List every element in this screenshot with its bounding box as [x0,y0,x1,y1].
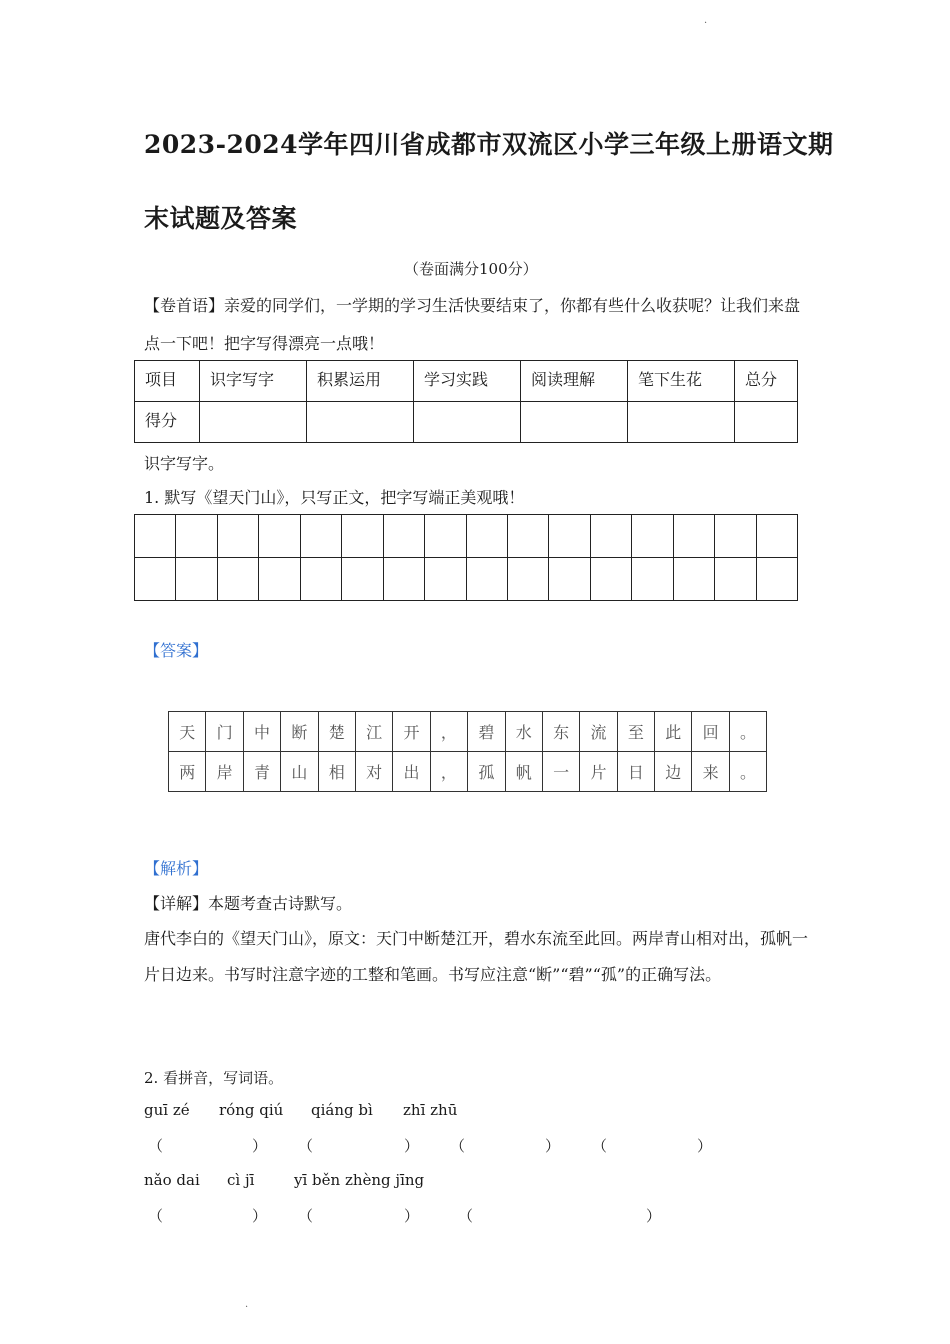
writing-cell[interactable] [632,515,673,558]
writing-cell[interactable] [425,558,466,601]
score-input-cell[interactable] [414,402,521,443]
answer-label: 【答案】 [144,641,209,660]
answer-blank-open: （ [592,1137,608,1155]
writing-cell[interactable] [507,515,548,558]
answer-row [169,752,767,792]
answer-blank-open: （ [148,1137,164,1155]
explanation-line1: 唐代李白的《望天门山》，原文：天门中断楚江开，碧水东流至此回。两岸青山相对出，孤帆一 [144,929,809,948]
writing-cell[interactable] [259,558,300,601]
writing-cell[interactable] [176,558,217,601]
score-header-cell: 项目 [135,361,200,402]
answer-char-cell: 出 [393,752,430,792]
answer-char-cell: 日 [617,752,654,792]
writing-cell[interactable] [549,515,590,558]
answer-char-cell: 天 [169,712,206,752]
writing-cell[interactable] [715,558,756,601]
writing-cell[interactable] [176,515,217,558]
score-header-cell: 阅读理解 [521,361,628,402]
answer-char-cell: 岸 [206,752,243,792]
page-mark-top: · [704,18,708,29]
answer-blank-close: ） [697,1137,713,1155]
writing-grid [134,514,798,601]
page-title-line2: 末试题及答案 [144,204,298,233]
score-input-cell[interactable] [735,402,798,443]
answer-char-cell: 帆 [505,752,542,792]
answer-char-cell: ， [430,752,467,792]
writing-grid-row [135,558,798,601]
writing-cell[interactable] [673,515,714,558]
writing-cell[interactable] [590,515,631,558]
answer-char-cell: 片 [580,752,617,792]
pinyin-word: guī zé [144,1101,190,1119]
answer-char-cell: 回 [692,712,729,752]
answer-char-cell: 山 [281,752,318,792]
page-mark-bottom: · [245,1302,249,1313]
answer-blank-close: ） [404,1207,420,1225]
answer-char-cell: 门 [206,712,243,752]
writing-cell[interactable] [342,515,383,558]
writing-cell[interactable] [756,515,797,558]
answer-char-cell: 楚 [318,712,355,752]
answer-char-cell: 青 [243,752,280,792]
pinyin-word: yī běn zhèng jīng [294,1171,425,1189]
answer-blank-close: ） [646,1207,662,1225]
detail-text: 【详解】本题考查古诗默写。 [144,894,353,913]
writing-cell[interactable] [632,558,673,601]
section-heading: 识字写字。 [144,454,225,473]
pinyin-word: nǎo dai [144,1171,200,1189]
score-table-score-row [135,402,798,443]
writing-cell[interactable] [383,515,424,558]
answer-char-cell: 江 [355,712,392,752]
question-2-prompt: 2. 看拼音，写词语。 [144,1069,284,1087]
pinyin-word: zhī zhū [403,1101,458,1119]
score-input-cell[interactable] [521,402,628,443]
answer-blank-open: （ [148,1207,164,1225]
pinyin-word: róng qiú [219,1101,284,1119]
answer-blank-close: ） [252,1207,268,1225]
answer-char-cell: 此 [655,712,692,752]
answer-char-cell: 来 [692,752,729,792]
answer-char-cell: 中 [243,712,280,752]
answer-char-cell: 边 [655,752,692,792]
answer-char-cell: 。 [729,752,766,792]
score-input-cell[interactable] [307,402,414,443]
writing-cell[interactable] [466,515,507,558]
score-row-label: 得分 [135,402,200,443]
answer-blank-open: （ [298,1207,314,1225]
answer-char-cell: 开 [393,712,430,752]
writing-cell[interactable] [673,558,714,601]
score-header-cell: 识字写字 [200,361,307,402]
writing-cell[interactable] [342,558,383,601]
answer-blank-close: ） [252,1137,268,1155]
answer-char-cell: 。 [729,712,766,752]
analysis-label: 【解析】 [144,859,209,878]
answer-char-cell: 碧 [468,712,505,752]
writing-cell[interactable] [217,515,258,558]
full-score-note: （卷面满分100分） [404,260,538,278]
writing-cell[interactable] [756,558,797,601]
preface-line2: 点一下吧！把字写得漂亮一点哦！ [144,334,385,353]
answer-char-cell: ， [430,712,467,752]
writing-cell[interactable] [383,558,424,601]
score-header-cell: 笔下生花 [628,361,735,402]
answer-blank-open: （ [458,1207,474,1225]
score-table [134,360,798,443]
answer-char-cell: 一 [542,752,579,792]
writing-cell[interactable] [300,515,341,558]
answer-grid [168,711,767,792]
answer-char-cell: 水 [505,712,542,752]
score-input-cell[interactable] [628,402,735,443]
writing-cell[interactable] [135,558,176,601]
writing-cell[interactable] [590,558,631,601]
score-input-cell[interactable] [200,402,307,443]
answer-blank-close: ） [404,1137,420,1155]
writing-cell[interactable] [715,515,756,558]
pinyin-word: cì jī [227,1171,255,1189]
score-table-header-row [135,361,798,402]
answer-blank-open: （ [298,1137,314,1155]
writing-cell[interactable] [217,558,258,601]
score-header-cell: 积累运用 [307,361,414,402]
answer-char-cell: 流 [580,712,617,752]
writing-cell[interactable] [300,558,341,601]
writing-grid-row [135,515,798,558]
answer-char-cell: 至 [617,712,654,752]
writing-cell[interactable] [135,515,176,558]
answer-blank-open: （ [450,1137,466,1155]
answer-char-cell: 相 [318,752,355,792]
explanation-line2: 片日边来。书写时注意字迹的工整和笔画。书写应注意“断”“碧”“孤”的正确写法。 [144,965,722,984]
answer-char-cell: 东 [542,712,579,752]
answer-char-cell: 孤 [468,752,505,792]
answer-char-cell: 断 [281,712,318,752]
score-header-cell: 学习实践 [414,361,521,402]
answer-char-cell: 两 [169,752,206,792]
preface-line1: 【卷首语】亲爱的同学们，一学期的学习生活快要结束了，你都有些什么收获呢？让我们来盘 [144,296,801,315]
writing-cell[interactable] [466,558,507,601]
page-title-line1: 2023-2024学年四川省成都市双流区小学三年级上册语文期 [144,130,834,159]
writing-cell[interactable] [549,558,590,601]
question-1-prompt: 1. 默写《望天门山》，只写正文，把字写端正美观哦！ [144,488,525,507]
writing-cell[interactable] [507,558,548,601]
answer-blank-close: ） [545,1137,561,1155]
score-header-cell: 总分 [735,361,798,402]
writing-cell[interactable] [425,515,466,558]
answer-row [169,712,767,752]
pinyin-word: qiáng bì [311,1101,373,1119]
answer-char-cell: 对 [355,752,392,792]
writing-cell[interactable] [259,515,300,558]
